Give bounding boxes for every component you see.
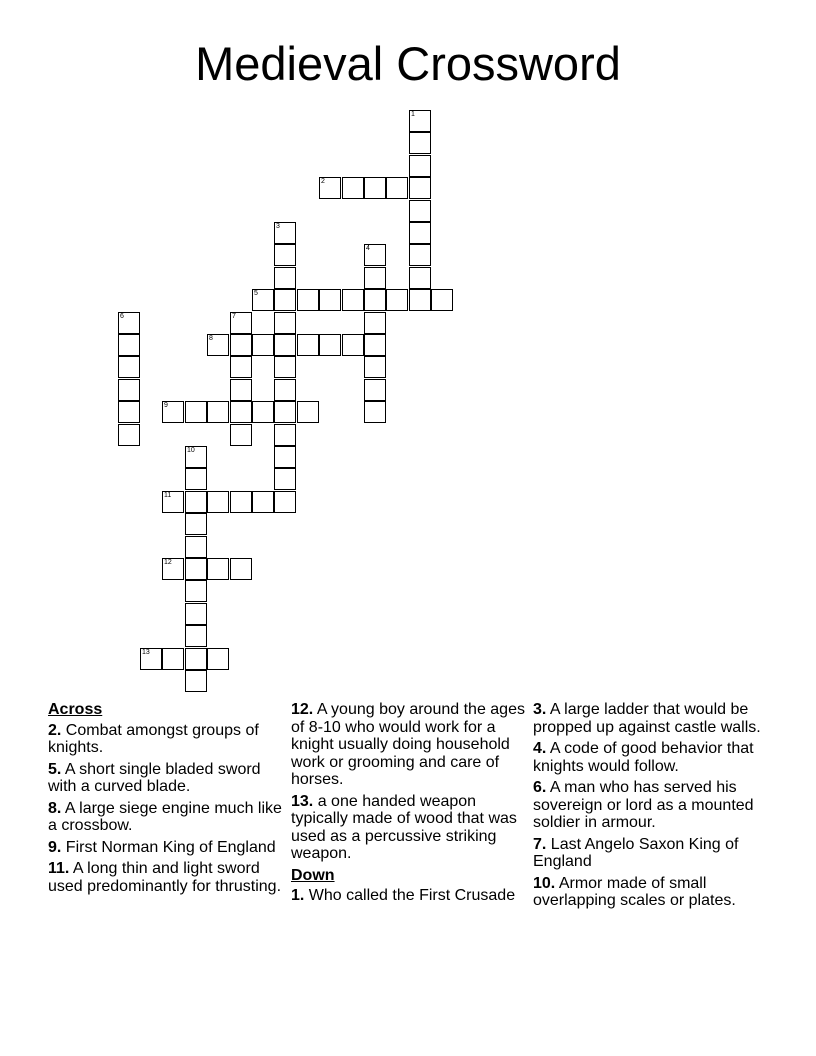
grid-cell[interactable] <box>386 177 408 199</box>
grid-cell[interactable] <box>230 424 252 446</box>
grid-cell[interactable] <box>230 491 252 513</box>
grid-cell[interactable] <box>409 200 431 222</box>
grid-cell[interactable] <box>319 177 341 199</box>
clue-across-9: 9. First Norman King of England <box>48 838 276 856</box>
grid-cell[interactable] <box>185 446 207 468</box>
grid-cell[interactable] <box>162 401 184 423</box>
cell-number: 10 <box>187 447 195 454</box>
grid-cell[interactable] <box>185 491 207 513</box>
clue-down-4: 4. A code of good behavior that knights would follow. <box>533 740 754 775</box>
grid-cell[interactable] <box>230 334 252 356</box>
grid-cell[interactable] <box>297 334 319 356</box>
cell-number: 12 <box>164 559 172 566</box>
cell-number: 11 <box>164 492 172 499</box>
grid-cell[interactable] <box>409 177 431 199</box>
clues-column-2 <box>291 701 526 909</box>
cell-number: 13 <box>142 649 150 656</box>
grid-cell[interactable] <box>274 446 296 468</box>
cell-number: 9 <box>164 402 168 409</box>
grid-cell[interactable] <box>274 312 296 334</box>
grid-cell[interactable] <box>207 648 229 670</box>
clue-down-7: 7. Last Angelo Saxon King of England <box>533 835 739 870</box>
grid-cell[interactable] <box>409 155 431 177</box>
clue-across-13: 13. a one handed weapon typically made of wood that was used as a percussive striking weapon. <box>291 792 517 862</box>
cell-number: 4 <box>366 245 370 252</box>
cell-number: 3 <box>276 223 280 230</box>
clue-across-5: 5. A short single bladed sword with a curved blade. <box>48 760 261 795</box>
grid-cell[interactable] <box>185 603 207 625</box>
grid-cell[interactable] <box>274 468 296 490</box>
grid-cell[interactable] <box>409 132 431 154</box>
grid-cell[interactable] <box>185 625 207 647</box>
clue-down-3: 3. A large ladder that would be propped up against castle walls. <box>533 701 761 736</box>
grid-cell[interactable] <box>230 379 252 401</box>
grid-cell[interactable] <box>162 648 184 670</box>
cell-number: 1 <box>411 111 415 118</box>
clue-down-10: 10. Armor made of small overlapping scales or plates. <box>533 874 736 909</box>
grid-cell[interactable] <box>409 267 431 289</box>
grid-cell[interactable] <box>274 334 296 356</box>
grid-cell[interactable] <box>162 558 184 580</box>
grid-cell[interactable] <box>274 356 296 378</box>
grid-cell[interactable] <box>118 379 140 401</box>
down-heading: Down <box>291 866 335 884</box>
clue-across-2: 2. Combat amongst groups of knights. <box>48 721 259 756</box>
clue-down-6: 6. A man who has served his sovereign or lord as a mounted soldier in armour. <box>533 779 754 831</box>
grid-cell[interactable] <box>252 401 274 423</box>
grid-cell[interactable] <box>274 222 296 244</box>
cell-number: 5 <box>254 290 258 297</box>
clues-column-1 <box>48 701 283 899</box>
grid-cell[interactable] <box>364 356 386 378</box>
grid-cell[interactable] <box>319 334 341 356</box>
grid-cell[interactable] <box>207 491 229 513</box>
grid-cell[interactable] <box>297 401 319 423</box>
grid-cell[interactable] <box>274 267 296 289</box>
grid-cell[interactable] <box>274 491 296 513</box>
grid-cell[interactable] <box>185 558 207 580</box>
grid-cell[interactable] <box>252 334 274 356</box>
grid-cell[interactable] <box>118 401 140 423</box>
grid-cell[interactable] <box>185 536 207 558</box>
grid-cell[interactable] <box>274 424 296 446</box>
grid-cell[interactable] <box>364 379 386 401</box>
grid-cell[interactable] <box>118 356 140 378</box>
clue-across-8: 8. A large siege engine much like a crossbow. <box>48 799 282 834</box>
grid-cell[interactable] <box>185 648 207 670</box>
grid-cell[interactable] <box>297 289 319 311</box>
grid-cell[interactable] <box>364 244 386 266</box>
grid-cell[interactable] <box>319 289 341 311</box>
grid-cell[interactable] <box>364 334 386 356</box>
grid-cell[interactable] <box>409 110 431 132</box>
grid-cell[interactable] <box>230 356 252 378</box>
grid-cell[interactable] <box>118 312 140 334</box>
grid-cell[interactable] <box>364 267 386 289</box>
grid-cell[interactable] <box>162 491 184 513</box>
grid-cell[interactable] <box>230 312 252 334</box>
cell-number: 6 <box>120 313 124 320</box>
grid-cell[interactable] <box>364 289 386 311</box>
grid-cell[interactable] <box>364 177 386 199</box>
grid-cell[interactable] <box>342 334 364 356</box>
grid-cell[interactable] <box>386 289 408 311</box>
grid-cell[interactable] <box>185 401 207 423</box>
clue-across-11: 11. A long thin and light sword used predominantly for thrusting. <box>48 860 282 895</box>
grid-cell[interactable] <box>364 401 386 423</box>
grid-cell[interactable] <box>207 401 229 423</box>
grid-cell[interactable] <box>252 289 274 311</box>
grid-cell[interactable] <box>185 513 207 535</box>
grid-cell[interactable] <box>118 424 140 446</box>
page-title: Medieval Crossword <box>195 37 621 90</box>
grid-cell[interactable] <box>431 289 453 311</box>
clues-column-3 <box>533 701 768 914</box>
grid-cell[interactable] <box>185 468 207 490</box>
grid-cell[interactable] <box>409 244 431 266</box>
cell-number: 7 <box>232 313 236 320</box>
grid-cell[interactable] <box>230 401 252 423</box>
clue-across-12: 12. A young boy around the ages of 8-10 who would work for a knight usually doing household work or grooming and care of horses. <box>291 701 525 788</box>
across-heading: Across <box>48 701 103 718</box>
grid-cell[interactable] <box>342 289 364 311</box>
grid-cell[interactable] <box>207 334 229 356</box>
grid-cell[interactable] <box>230 558 252 580</box>
grid-cell[interactable] <box>274 244 296 266</box>
grid-cell[interactable] <box>252 491 274 513</box>
grid-cell[interactable] <box>185 670 207 692</box>
grid-cell[interactable] <box>185 580 207 602</box>
grid-cell[interactable] <box>364 312 386 334</box>
grid-cell[interactable] <box>274 289 296 311</box>
grid-cell[interactable] <box>207 558 229 580</box>
grid-cell[interactable] <box>274 379 296 401</box>
grid-cell[interactable] <box>342 177 364 199</box>
grid-cell[interactable] <box>118 334 140 356</box>
grid-cell[interactable] <box>409 289 431 311</box>
cell-number: 8 <box>209 335 213 342</box>
grid-cell[interactable] <box>274 401 296 423</box>
clue-down-1: 1. Who called the First Crusade <box>291 887 516 904</box>
cell-number: 2 <box>321 178 325 185</box>
grid-cell[interactable] <box>409 222 431 244</box>
grid-cell[interactable] <box>140 648 162 670</box>
